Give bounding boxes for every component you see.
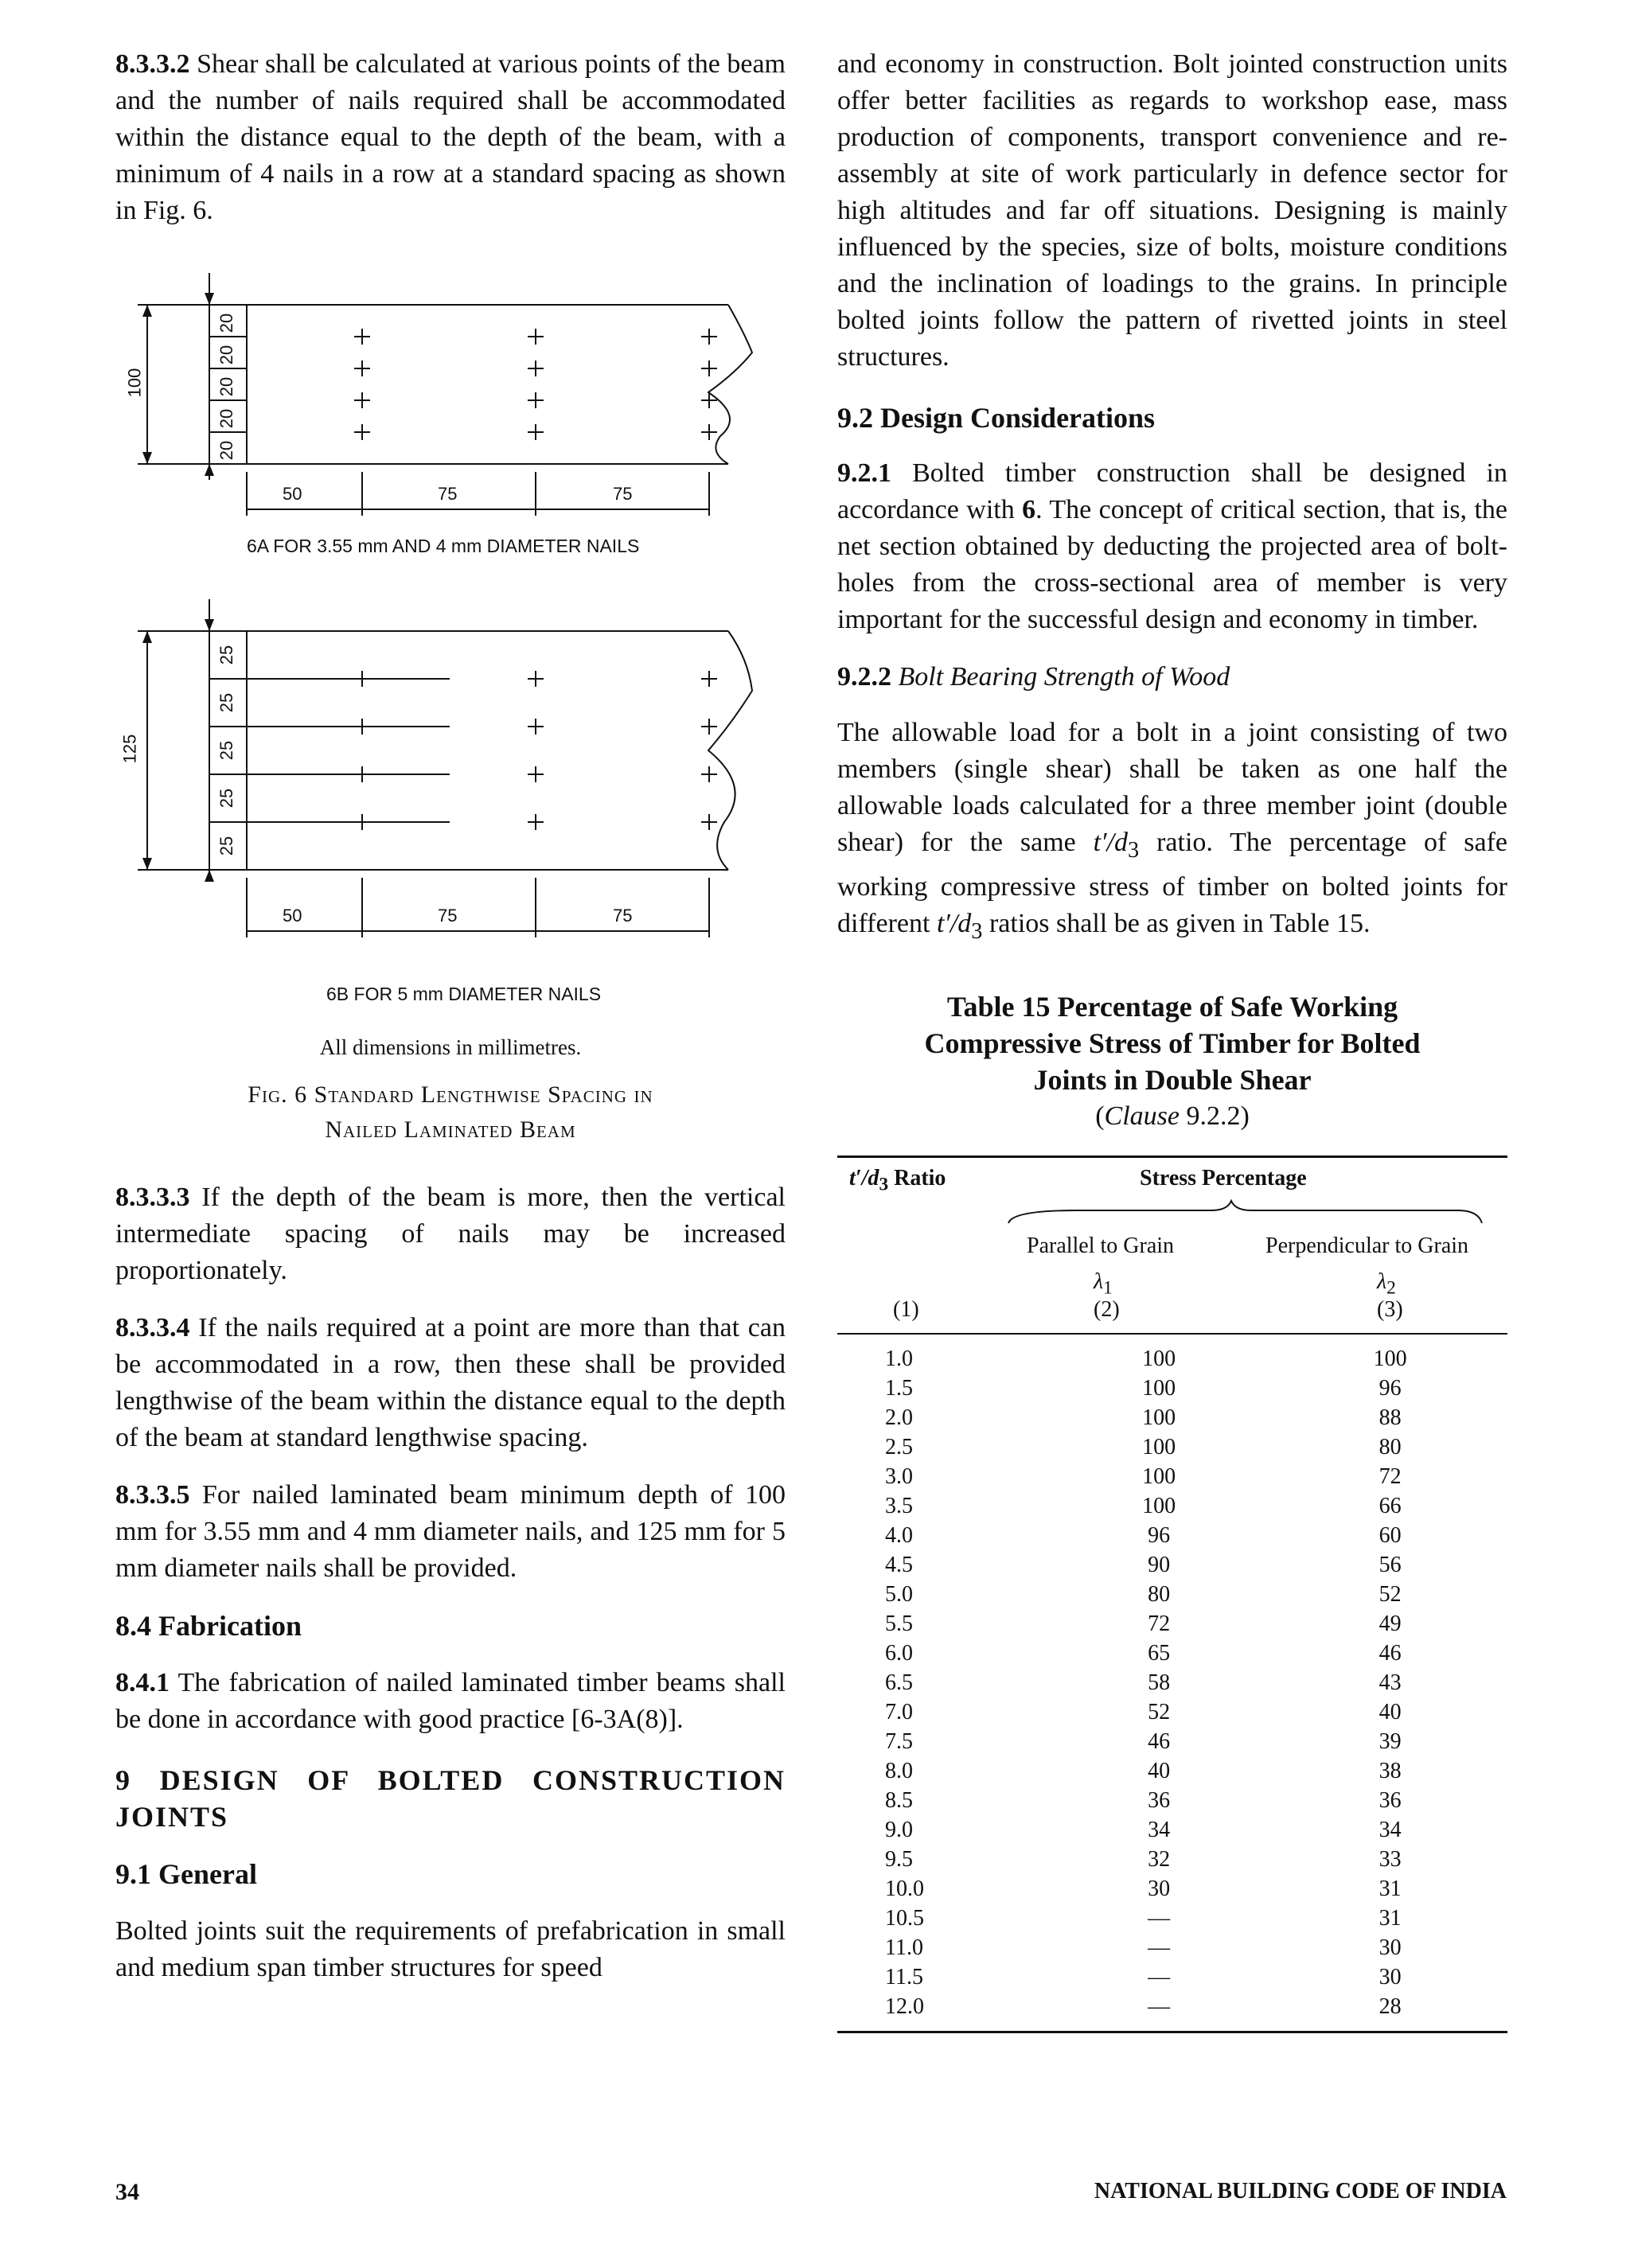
fig6b-label: 6B FOR 5 mm DIAMETER NAILS bbox=[326, 984, 602, 1004]
para-9-2-1: 9.2.1 Bolted timber construction shall be designed in accordance with 6. The concept of critical section, that is, the net section obtained by deducting the projected area of bolt-holes from the cross-sectional area of member is very important for the successful design and economy in timber. bbox=[837, 458, 1507, 634]
table-row bbox=[837, 1933, 1507, 1962]
ratio-cell: 11.0 bbox=[885, 1935, 923, 1960]
group-brace bbox=[837, 1199, 1507, 1231]
table-row bbox=[837, 1521, 1507, 1550]
perpendicular-cell: 34 bbox=[1378, 1817, 1402, 1842]
ratio-cell: 2.0 bbox=[885, 1405, 913, 1430]
ratio-cell: 10.5 bbox=[885, 1905, 924, 1931]
table-row bbox=[837, 1668, 1507, 1697]
perpendicular-cell: 52 bbox=[1378, 1581, 1402, 1607]
perpendicular-cell: 40 bbox=[1378, 1699, 1402, 1724]
parallel-cell: 100 bbox=[1142, 1346, 1176, 1371]
fig6b-vdim-3: 25 bbox=[216, 740, 237, 761]
figure-caption-line-2: Nailed Laminated Beam bbox=[325, 1116, 576, 1143]
perpendicular-cell: 28 bbox=[1378, 1993, 1402, 2019]
table-row bbox=[837, 1609, 1507, 1639]
table-row bbox=[837, 1786, 1507, 1815]
table-row bbox=[837, 1904, 1507, 1933]
para-9-1: Bolted joints suit the requirements of prefabrication in small and medium span timber structures for speed bbox=[115, 1916, 786, 1982]
perpendicular-cell: 43 bbox=[1378, 1670, 1402, 1695]
parallel-cell: 80 bbox=[1148, 1581, 1171, 1607]
parallel-cell: 58 bbox=[1148, 1670, 1171, 1695]
col1-num: (1) bbox=[893, 1296, 919, 1322]
ratio-cell: 4.5 bbox=[885, 1552, 913, 1577]
fig6a-hdim-1: 50 bbox=[283, 484, 302, 504]
table-row bbox=[837, 1432, 1507, 1462]
right-column bbox=[837, 46, 1507, 2033]
fig6a-hdim-2: 75 bbox=[438, 484, 458, 504]
perpendicular-cell: 38 bbox=[1378, 1758, 1402, 1783]
ratio-cell: 10.0 bbox=[885, 1876, 924, 1901]
parallel-cell: 52 bbox=[1148, 1699, 1171, 1724]
table-row bbox=[837, 1874, 1507, 1904]
perpendicular-cell: 46 bbox=[1378, 1640, 1402, 1666]
ratio-cell: 7.0 bbox=[885, 1699, 913, 1724]
col3-num: (3) bbox=[1377, 1296, 1403, 1322]
figure-6b bbox=[115, 595, 786, 1025]
parallel-cell: 36 bbox=[1148, 1787, 1171, 1813]
para-8-4-1: 8.4.1 The fabrication of nailed laminated timber beams shall be done in accordance with good practice [6-3A(8)]. bbox=[115, 1668, 786, 1734]
parallel-cell: — bbox=[1148, 1993, 1171, 2019]
table-row bbox=[837, 1580, 1507, 1609]
para-8-3-3-2: 8.3.3.2 Shear shall be calculated at various points of the beam and the number of nails required shall be accommodated within the distance equal to the depth of the beam, with a minimum of 4 nails in a row at a standard spacing as shown in Fig. 6. bbox=[115, 49, 786, 225]
parallel-cell: — bbox=[1148, 1905, 1171, 1931]
perpendicular-cell: 30 bbox=[1378, 1935, 1402, 1960]
col2-num: (2) bbox=[1094, 1296, 1120, 1322]
perpendicular-cell: 66 bbox=[1378, 1493, 1402, 1518]
table-row bbox=[837, 1815, 1507, 1845]
fig6b-hdim-2: 75 bbox=[438, 906, 458, 926]
heading-9-2-2: 9.2.2 Bolt Bearing Strength of Wood bbox=[837, 662, 1230, 692]
ratio-cell: 1.0 bbox=[885, 1346, 913, 1371]
ratio-cell: 6.5 bbox=[885, 1670, 913, 1695]
parallel-cell: 100 bbox=[1142, 1493, 1176, 1518]
fig6b-hdim-1: 50 bbox=[283, 906, 302, 926]
ratio-cell: 8.5 bbox=[885, 1787, 913, 1813]
parallel-cell: 100 bbox=[1142, 1434, 1176, 1459]
perpendicular-cell: 96 bbox=[1378, 1375, 1402, 1401]
fig6a-vdim-5: 20 bbox=[216, 440, 237, 461]
col2-symbol: $\lambda_1$ bbox=[1094, 1268, 1113, 1299]
ratio-cell: 9.0 bbox=[885, 1817, 913, 1842]
table-15-title-3: Joints in Double Shear bbox=[1033, 1063, 1312, 1096]
fig6a-hdim-3: 75 bbox=[613, 484, 633, 504]
ratio-cell: 4.0 bbox=[885, 1522, 913, 1548]
perpendicular-cell: 88 bbox=[1378, 1405, 1402, 1430]
parallel-cell: 100 bbox=[1142, 1405, 1176, 1430]
parallel-cell: 32 bbox=[1148, 1846, 1171, 1872]
heading-9-1: 9.1 General bbox=[115, 1858, 257, 1890]
perpendicular-cell: 72 bbox=[1378, 1463, 1402, 1489]
table-15-title-1: Table 15 Percentage of Safe Working bbox=[946, 990, 1398, 1023]
parallel-cell: 100 bbox=[1142, 1463, 1176, 1489]
table-15-clause: (Clause 9.2.2) bbox=[1095, 1101, 1250, 1131]
ratio-cell: 5.0 bbox=[885, 1581, 913, 1607]
para-8-3-3-3: 8.3.3.3 If the depth of the beam is more, then the vertical intermediate spacing of nails may be increased proportionately. bbox=[115, 1183, 786, 1285]
table-15-title-2: Compressive Stress of Timber for Bolted bbox=[924, 1027, 1421, 1059]
ratio-cell: 8.0 bbox=[885, 1758, 913, 1783]
table-row bbox=[837, 1756, 1507, 1786]
col2-header: Parallel to Grain bbox=[1027, 1233, 1175, 1258]
ratio-cell: 9.5 bbox=[885, 1846, 913, 1872]
perpendicular-cell: 31 bbox=[1378, 1876, 1402, 1901]
col1-header: $t'/d_3$ Ratio bbox=[849, 1165, 946, 1195]
perpendicular-cell: 49 bbox=[1378, 1611, 1402, 1636]
left-column bbox=[115, 46, 786, 1986]
fig6b-vdim-2: 25 bbox=[216, 692, 237, 713]
table-row bbox=[837, 1962, 1507, 1992]
table-row bbox=[837, 1344, 1507, 1374]
perpendicular-cell: 56 bbox=[1378, 1552, 1402, 1577]
parallel-cell: 46 bbox=[1148, 1728, 1171, 1754]
perpendicular-cell: 80 bbox=[1378, 1434, 1402, 1459]
table-15-header bbox=[837, 1158, 1507, 1335]
para-9-1-continued: and economy in construction. Bolt jointed construction units offer better facilities as regards to workshop ease, mass production of components, transport convenience and re-assembly at site of work particularly in defence sector for high altitudes and far off situations. Designing is mainly influenced by the species, size of bolts, moisture conditions and the inclination of loadings to the grains. In principle bolted joints follow the pattern of rivetted joints in steel structures. bbox=[837, 49, 1507, 372]
fig6b-hdim-3: 75 bbox=[613, 906, 633, 926]
dimensions-note: All dimensions in millimetres. bbox=[319, 1035, 582, 1059]
perpendicular-cell: 30 bbox=[1378, 1964, 1402, 1989]
fig6b-vdim-5: 25 bbox=[216, 836, 237, 856]
table-row bbox=[837, 1727, 1507, 1756]
table-row bbox=[837, 1697, 1507, 1727]
parallel-cell: — bbox=[1148, 1964, 1171, 1989]
group-header: Stress Percentage bbox=[1140, 1165, 1307, 1191]
parallel-cell: 34 bbox=[1148, 1817, 1171, 1842]
table-row bbox=[837, 1403, 1507, 1432]
heading-section-9: 9 DESIGN OF BOLTED CONSTRUCTION JOINTS bbox=[115, 1764, 786, 1833]
ratio-cell: 11.5 bbox=[885, 1964, 923, 1989]
table-row bbox=[837, 1374, 1507, 1403]
para-8-3-3-5: 8.3.3.5 For nailed laminated beam minimum depth of 100 mm for 3.55 mm and 4 mm diameter nails, and 125 mm for 5 mm diameter nails shall be provided. bbox=[115, 1480, 786, 1583]
table-15-body bbox=[837, 1344, 1507, 2021]
parallel-cell: 30 bbox=[1148, 1876, 1171, 1901]
table-row bbox=[837, 1550, 1507, 1580]
ratio-cell: 3.0 bbox=[885, 1463, 913, 1489]
heading-8-4: 8.4 Fabrication bbox=[115, 1610, 302, 1642]
perpendicular-cell: 39 bbox=[1378, 1728, 1402, 1754]
parallel-cell: 65 bbox=[1148, 1640, 1171, 1666]
fig6a-label: 6A FOR 3.55 mm AND 4 mm DIAMETER NAILS bbox=[247, 536, 640, 556]
ratio-cell: 6.0 bbox=[885, 1640, 913, 1666]
parallel-cell: 96 bbox=[1148, 1522, 1171, 1548]
table-row bbox=[837, 1462, 1507, 1491]
fig6a-vdim-2: 20 bbox=[216, 345, 237, 365]
page-number: 34 bbox=[115, 2179, 139, 2205]
fig6a-vdim-1: 20 bbox=[216, 313, 237, 333]
fig6a-vdim-3: 20 bbox=[216, 376, 237, 397]
table-15 bbox=[837, 1155, 1507, 2033]
fig6b-vdim-1: 25 bbox=[216, 645, 237, 665]
para-9-2-2: The allowable load for a bolt in a joint consisting of two members (single shear) shall be taken as one half the allowable loads calculated for a three member joint (double shear) for the same $t'/d_3$ ratio. The percentage of safe working compressive stress of timber on bolted joints for different $t'/d_3$ ratios shall be as given in Table 15. bbox=[837, 718, 1507, 944]
table-row bbox=[837, 1491, 1507, 1521]
ratio-cell: 2.5 bbox=[885, 1434, 913, 1459]
parallel-cell: — bbox=[1148, 1935, 1171, 1960]
table-row bbox=[837, 1845, 1507, 1874]
ratio-cell: 7.5 bbox=[885, 1728, 913, 1754]
parallel-cell: 40 bbox=[1148, 1758, 1171, 1783]
para-8-3-3-4: 8.3.3.4 If the nails required at a point are more than that can be accommodated in a row, then these shall be provided lengthwise of the beam within the distance equal to the depth of the beam at standard lengthwise spacing. bbox=[115, 1313, 786, 1452]
ratio-cell: 12.0 bbox=[885, 1993, 924, 2019]
figure-6a bbox=[115, 261, 786, 579]
fig6a-total-depth: 100 bbox=[124, 368, 145, 398]
col3-header: Perpendicular to Grain bbox=[1265, 1233, 1469, 1258]
col3-symbol: $\lambda_2$ bbox=[1377, 1268, 1396, 1299]
ratio-cell: 5.5 bbox=[885, 1611, 913, 1636]
fig6a-vdim-4: 20 bbox=[216, 408, 237, 429]
perpendicular-cell: 31 bbox=[1378, 1905, 1402, 1931]
table-row bbox=[837, 1992, 1507, 2021]
publication-name: NATIONAL BUILDING CODE OF INDIA bbox=[1094, 2179, 1507, 2204]
perpendicular-cell: 36 bbox=[1378, 1787, 1402, 1813]
perpendicular-cell: 33 bbox=[1378, 1846, 1402, 1872]
parallel-cell: 72 bbox=[1148, 1611, 1171, 1636]
perpendicular-cell: 60 bbox=[1378, 1522, 1402, 1548]
ratio-cell: 1.5 bbox=[885, 1375, 913, 1401]
parallel-cell: 100 bbox=[1142, 1375, 1176, 1401]
ratio-cell: 3.5 bbox=[885, 1493, 913, 1518]
fig6b-total-depth: 125 bbox=[119, 734, 140, 764]
table-row bbox=[837, 1639, 1507, 1668]
figure-caption-line-1: Fig. 6 Standard Lengthwise Spacing in bbox=[248, 1081, 653, 1108]
perpendicular-cell: 100 bbox=[1373, 1346, 1407, 1371]
parallel-cell: 90 bbox=[1148, 1552, 1171, 1577]
heading-9-2: 9.2 Design Considerations bbox=[837, 402, 1156, 434]
fig6b-vdim-4: 25 bbox=[216, 788, 237, 809]
